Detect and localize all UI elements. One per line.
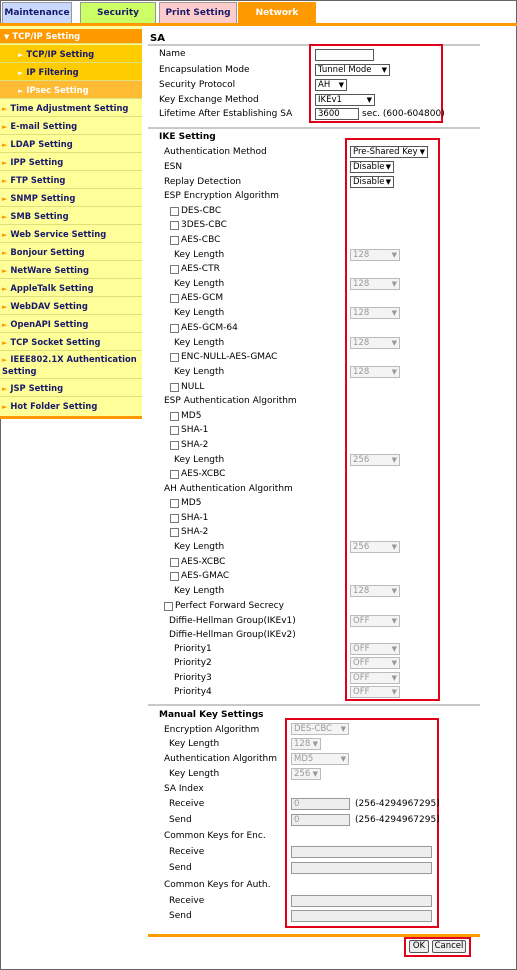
- encapsulation-select[interactable]: Tunnel Mode ▼: [315, 64, 390, 76]
- sidebar-item-ipsec-setting[interactable]: ► IPsec Setting: [0, 81, 142, 99]
- checkbox-aes-gcm-64[interactable]: [170, 324, 179, 333]
- sa-index-receive-range: (256-4294967295): [355, 799, 440, 809]
- chevron-down-icon: ▼: [391, 368, 397, 376]
- ike-title: IKE Setting: [159, 132, 216, 142]
- sidebar-item-snmp[interactable]: ► SNMP Setting: [0, 189, 142, 207]
- sa-index-send-input[interactable]: 0: [291, 814, 350, 826]
- checkbox-ah-sha1[interactable]: [170, 514, 179, 523]
- lifetime-label: Lifetime After Establishing SA: [159, 109, 293, 119]
- sa-index-receive-label: Receive: [169, 799, 205, 809]
- divider: [148, 127, 480, 129]
- key-length-label: Key Length: [174, 455, 225, 465]
- chevron-down-icon: ▼: [366, 96, 372, 104]
- checkbox-aes-gcm[interactable]: [170, 294, 179, 303]
- chevron-down-icon: ▼: [391, 280, 397, 288]
- checkbox-ah-aes-gmac[interactable]: [170, 572, 179, 581]
- key-length-label: Key Length: [174, 338, 225, 348]
- sa-title: SA: [150, 33, 165, 44]
- ah-auth-sha2: SHA-2: [181, 527, 209, 537]
- encapsulation-label: Encapsulation Mode: [159, 65, 250, 75]
- sidebar-item-tcpip-setting[interactable]: ▼ TCP/IP Setting: [0, 29, 142, 44]
- kex-select[interactable]: IKEv1 ▼: [315, 94, 375, 106]
- esn-select[interactable]: Disable ▼: [350, 161, 394, 173]
- auth-keys-receive-label: Receive: [169, 896, 205, 906]
- esp-auth-label: ESP Authentication Algorithm: [164, 396, 297, 406]
- sa-index-send-range: (256-4294967295): [355, 815, 440, 825]
- sa-index-receive-input[interactable]: 0: [291, 798, 350, 810]
- chevron-down-icon: ▼: [391, 645, 397, 653]
- enc-key-length-label: Key Length: [169, 739, 220, 749]
- key-length-label: Key Length: [174, 250, 225, 260]
- chevron-down-icon: ▼: [391, 339, 397, 347]
- chevron-down-icon: ▼: [391, 688, 397, 696]
- esp-enc-aes-cbc: AES-CBC: [181, 235, 221, 245]
- auth-method-label: Authentication Method: [164, 147, 267, 157]
- esp-enc-enc-null-aes-gmac: ENC-NULL-AES-GMAC: [181, 352, 278, 362]
- enc-keys-send-label: Send: [169, 863, 192, 873]
- tab-bar: [0, 0, 517, 24]
- checkbox-aes-ctr[interactable]: [170, 265, 179, 274]
- auth-method-select[interactable]: Pre-Shared Key ▼: [350, 146, 428, 158]
- replay-label: Replay Detection: [164, 177, 242, 187]
- sidebar-item-time-adjustment[interactable]: ► Time Adjustment Setting: [0, 99, 142, 117]
- sidebar-item-ftp[interactable]: ► FTP Setting: [0, 171, 142, 189]
- dh1-select[interactable]: OFF ▼: [350, 615, 400, 627]
- sidebar-item-ipp[interactable]: ► IPP Setting: [0, 153, 142, 171]
- priority1-select[interactable]: OFF ▼: [350, 643, 400, 655]
- checkbox-esp-md5[interactable]: [170, 412, 179, 421]
- sidebar-item-jsp[interactable]: ► JSP Setting: [0, 379, 142, 397]
- sidebar-bottom-line: [0, 416, 142, 419]
- replay-select[interactable]: Disable ▼: [350, 176, 394, 188]
- sidebar-item-smb[interactable]: ► SMB Setting: [0, 207, 142, 225]
- esp-enc-label: ESP Encryption Algorithm: [164, 191, 279, 201]
- tab-print-setting[interactable]: Print Setting: [159, 2, 237, 23]
- sidebar-item-bonjour[interactable]: ► Bonjour Setting: [0, 243, 142, 261]
- priority1-label: Priority1: [174, 644, 212, 654]
- checkbox-3des-cbc[interactable]: [170, 221, 179, 230]
- lifetime-input[interactable]: 3600: [315, 108, 359, 120]
- chevron-down-icon: ▼: [385, 163, 391, 171]
- auth-alg-label: Authentication Algorithm: [164, 754, 278, 764]
- sidebar-item-openapi[interactable]: ► OpenAPI Setting: [0, 315, 142, 333]
- name-input[interactable]: [315, 49, 374, 61]
- enc-keys-send-input[interactable]: [291, 862, 432, 874]
- chevron-down-icon: ▼: [391, 309, 397, 317]
- sa-index-label: SA Index: [164, 784, 204, 794]
- priority2-label: Priority2: [174, 658, 212, 668]
- chevron-down-icon: ▼: [340, 725, 346, 733]
- esp-enc-3des-cbc: 3DES-CBC: [181, 220, 227, 230]
- key-length-select[interactable]: 128 ▼: [350, 585, 400, 597]
- chevron-down-icon: ▼: [391, 456, 397, 464]
- ah-auth-aes-gmac: AES-GMAC: [181, 571, 230, 581]
- sidebar-item-tcp-socket[interactable]: ► TCP Socket Setting: [0, 333, 142, 351]
- manual-title: Manual Key Settings: [159, 710, 264, 720]
- name-label: Name: [159, 49, 186, 59]
- esp-enc-aes-gcm: AES-GCM: [181, 293, 224, 303]
- checkbox-esp-sha2[interactable]: [170, 441, 179, 450]
- key-length-select[interactable]: 128 ▼: [350, 249, 400, 261]
- sidebar-item-web-service[interactable]: ► Web Service Setting: [0, 225, 142, 243]
- key-length-label: Key Length: [174, 279, 225, 289]
- sidebar-item-ip-filtering[interactable]: ► IP Filtering: [0, 63, 142, 81]
- chevron-down-icon: ▼: [391, 587, 397, 595]
- ah-auth-label: AH Authentication Algorithm: [164, 484, 293, 494]
- divider: [148, 704, 480, 706]
- auth-key-length-select[interactable]: 256 ▼: [291, 768, 321, 780]
- key-length-label: Key Length: [174, 586, 225, 596]
- sidebar: [0, 26, 142, 416]
- chevron-down-icon: ▼: [312, 770, 318, 778]
- checkbox-des-cbc[interactable]: [170, 207, 179, 216]
- key-length-select[interactable]: 128 ▼: [350, 366, 400, 378]
- sidebar-item-appletalk[interactable]: ► AppleTalk Setting: [0, 279, 142, 297]
- checkbox-ah-sha2[interactable]: [170, 528, 179, 537]
- chevron-down-icon: ▼: [391, 251, 397, 259]
- esp-auth-aes-xcbc: AES-XCBC: [181, 469, 226, 479]
- chevron-down-icon: ▼: [419, 148, 425, 156]
- lifetime-unit: sec. (600-604800): [362, 109, 445, 119]
- key-length-label: Key Length: [174, 308, 225, 318]
- key-length-select[interactable]: 256 ▼: [350, 541, 400, 553]
- enc-keys-label: Common Keys for Enc.: [164, 831, 266, 841]
- checkbox-enc-null-aes-gmac[interactable]: [170, 353, 179, 362]
- chevron-down-icon: ▼: [340, 755, 346, 763]
- checkbox-esp-aes-xcbc[interactable]: [170, 470, 179, 479]
- chevron-down-icon: ▼: [312, 740, 318, 748]
- ah-auth-sha1: SHA-1: [181, 513, 209, 523]
- sidebar-item-ieee8021x[interactable]: ► IEEE802.1X Authentication Setting: [0, 351, 142, 379]
- enc-alg-label: Encryption Algorithm: [164, 725, 260, 735]
- dh1-label: Diffie-Hellman Group(IKEv1): [169, 616, 296, 626]
- auth-keys-label: Common Keys for Auth.: [164, 880, 271, 890]
- esp-auth-sha2: SHA-2: [181, 440, 209, 450]
- checkbox-ah-aes-xcbc[interactable]: [170, 558, 179, 567]
- priority4-select[interactable]: OFF ▼: [350, 686, 400, 698]
- tab-maintenance[interactable]: Maintenance: [2, 2, 72, 23]
- esp-enc-aes-gcm-64: AES-GCM-64: [181, 323, 238, 333]
- priority4-label: Priority4: [174, 687, 212, 697]
- key-length-label: Key Length: [174, 542, 225, 552]
- chevron-down-icon: ▼: [391, 543, 397, 551]
- sa-index-send-label: Send: [169, 815, 192, 825]
- chevron-down-icon: ▼: [385, 178, 391, 186]
- esp-auth-sha1: SHA-1: [181, 425, 209, 435]
- checkbox-aes-cbc[interactable]: [170, 236, 179, 245]
- esp-enc-null: NULL: [181, 382, 205, 392]
- chevron-down-icon: ▼: [338, 81, 344, 89]
- priority2-select[interactable]: OFF ▼: [350, 657, 400, 669]
- ah-auth-aes-xcbc: AES-XCBC: [181, 557, 226, 567]
- auth-keys-receive-input[interactable]: [291, 895, 432, 907]
- checkbox-ah-md5[interactable]: [170, 499, 179, 508]
- dh2-label: Diffie-Hellman Group(IKEv2): [169, 630, 296, 640]
- pfs-label: Perfect Forward Secrecy: [175, 601, 284, 611]
- auth-key-length-label: Key Length: [169, 769, 220, 779]
- esp-auth-md5: MD5: [181, 411, 202, 421]
- enc-keys-receive-label: Receive: [169, 847, 205, 857]
- priority3-label: Priority3: [174, 673, 212, 683]
- sidebar-item-email[interactable]: ► E-mail Setting: [0, 117, 142, 135]
- sidebar-item-tcpip-setting-sub[interactable]: ► TCP/IP Setting: [0, 45, 142, 63]
- protocol-select[interactable]: AH ▼: [315, 79, 347, 91]
- key-length-select[interactable]: 128 ▼: [350, 337, 400, 349]
- esp-enc-aes-ctr: AES-CTR: [181, 264, 220, 274]
- auth-alg-select[interactable]: MD5 ▼: [291, 753, 349, 765]
- chevron-down-icon: ▼: [391, 617, 397, 625]
- chevron-down-icon: ▼: [391, 674, 397, 682]
- esn-label: ESN: [164, 162, 183, 172]
- auth-keys-send-input[interactable]: [291, 910, 432, 922]
- esp-enc-des-cbc: DES-CBC: [181, 206, 222, 216]
- chevron-down-icon: ▼: [391, 659, 397, 667]
- ok-button[interactable]: OK: [409, 940, 429, 953]
- checkbox-null[interactable]: [170, 383, 179, 392]
- tab-security[interactable]: Security: [80, 2, 156, 23]
- key-length-select[interactable]: 128 ▼: [350, 278, 400, 290]
- checkbox-esp-sha1[interactable]: [170, 426, 179, 435]
- tab-network[interactable]: Network: [238, 2, 316, 23]
- checkbox-pfs[interactable]: [164, 602, 173, 611]
- key-length-label: Key Length: [174, 367, 225, 377]
- key-length-select[interactable]: 256 ▼: [350, 454, 400, 466]
- enc-alg-select[interactable]: DES-CBC ▼: [291, 723, 349, 735]
- priority3-select[interactable]: OFF ▼: [350, 672, 400, 684]
- sidebar-item-ldap[interactable]: ► LDAP Setting: [0, 135, 142, 153]
- enc-keys-receive-input[interactable]: [291, 846, 432, 858]
- cancel-button[interactable]: Cancel: [432, 940, 466, 953]
- auth-keys-send-label: Send: [169, 911, 192, 921]
- ah-auth-md5: MD5: [181, 498, 202, 508]
- sidebar-item-netware[interactable]: ► NetWare Setting: [0, 261, 142, 279]
- sidebar-item-hot-folder[interactable]: ► Hot Folder Setting: [2, 401, 98, 411]
- chevron-down-icon: ▼: [381, 66, 387, 74]
- protocol-label: Security Protocol: [159, 80, 236, 90]
- sidebar-item-webdav[interactable]: ► WebDAV Setting: [0, 297, 142, 315]
- enc-key-length-select[interactable]: 128 ▼: [291, 738, 321, 750]
- kex-label: Key Exchange Method: [159, 95, 259, 105]
- key-length-select[interactable]: 128 ▼: [350, 307, 400, 319]
